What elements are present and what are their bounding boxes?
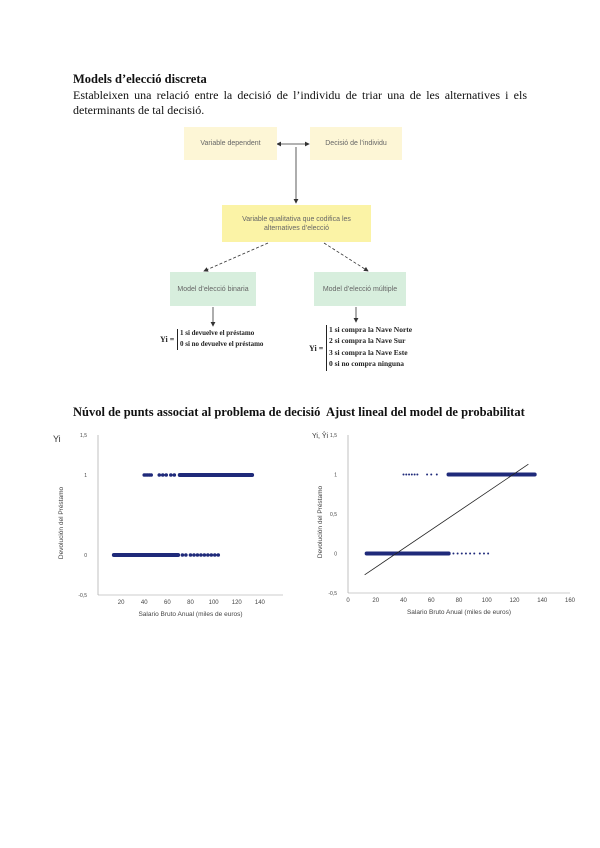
x-tick-label: 80 bbox=[187, 600, 194, 606]
y-tick-label: 0 bbox=[84, 553, 87, 559]
right-chart-title: Ajust lineal del model de probabilitat bbox=[326, 405, 525, 419]
data-point bbox=[461, 553, 463, 555]
data-point bbox=[149, 473, 153, 477]
y-corner-label: Yi bbox=[53, 434, 61, 444]
multiple-eq-brace bbox=[326, 325, 327, 371]
multiple-eq-option-1: 1 si compra la Nave Norte bbox=[329, 325, 413, 334]
y-tick-label: -0,5 bbox=[328, 591, 337, 597]
binary-equation bbox=[160, 328, 280, 352]
x-axis-label: Salario Bruto Anual (miles de euros) bbox=[406, 609, 512, 616]
data-point bbox=[414, 474, 416, 476]
x-tick-label: 160 bbox=[564, 598, 576, 604]
binary-eq-lhs: Yi = bbox=[160, 335, 175, 344]
qualitative-variable-box: Variable qualitativa que codifica les alternatives d’elecció bbox=[222, 205, 371, 242]
data-point bbox=[403, 474, 405, 476]
dependent-variable-box: Variable dependent bbox=[184, 127, 277, 160]
x-axis-label: Salario Bruto Anual (miles de euros) bbox=[138, 611, 243, 618]
data-point-band bbox=[365, 552, 451, 556]
data-point bbox=[199, 553, 203, 557]
x-tick-label: 20 bbox=[372, 598, 380, 604]
x-tick-label: 40 bbox=[400, 598, 407, 604]
data-point bbox=[184, 553, 188, 557]
y-tick-label: 0,5 bbox=[330, 512, 337, 518]
y-axis-label: Devolución del Préstamo bbox=[317, 485, 324, 559]
intro-paragraph: Estableixen una relació entre la decisió de l’individu de triar una de les alternatives i els determinants de tal decisió. bbox=[73, 88, 527, 117]
y-corner-label: Yi, Ŷi bbox=[312, 433, 329, 440]
x-tick-label: 60 bbox=[164, 600, 171, 606]
multiple-eq-option-4: 0 si no compra ninguna bbox=[329, 359, 405, 368]
scatter-chart-left bbox=[45, 425, 305, 625]
y-tick-label: 1 bbox=[334, 472, 337, 479]
data-point-band bbox=[112, 553, 180, 557]
data-point bbox=[457, 553, 459, 555]
binary-model-box: Model d’elecció binaria bbox=[170, 272, 256, 306]
data-point bbox=[426, 474, 428, 476]
x-tick-label: 100 bbox=[481, 598, 492, 604]
data-point bbox=[436, 474, 438, 476]
data-point bbox=[408, 474, 410, 476]
data-point bbox=[411, 474, 413, 476]
data-point bbox=[416, 474, 418, 476]
y-tick-label: 1,5 bbox=[330, 433, 337, 439]
data-point bbox=[405, 474, 407, 476]
fit-line bbox=[365, 464, 529, 575]
data-point bbox=[169, 473, 173, 477]
left-chart-title: Núvol de punts associat al problema de decisió bbox=[73, 405, 321, 419]
data-point bbox=[173, 473, 177, 477]
data-point bbox=[192, 553, 196, 557]
data-point bbox=[157, 473, 161, 477]
multiple-equation bbox=[309, 323, 449, 373]
y-axis-label: Devolución del Préstamo bbox=[58, 486, 65, 560]
data-point bbox=[452, 553, 454, 555]
x-tick-label: 140 bbox=[254, 600, 265, 606]
x-tick-label: 100 bbox=[208, 600, 219, 606]
data-point bbox=[210, 553, 214, 557]
x-tick-label: 120 bbox=[509, 598, 520, 604]
data-point bbox=[487, 553, 489, 555]
data-point bbox=[216, 553, 220, 557]
arrow-to-binary bbox=[204, 243, 268, 271]
y-tick-label: -0,5 bbox=[78, 593, 87, 599]
multiple-model-box: Model d’elecció múltiple bbox=[314, 272, 406, 306]
data-point bbox=[203, 553, 207, 557]
data-point bbox=[189, 553, 193, 557]
binary-eq-option-2: 0 si no devuelve el préstamo bbox=[180, 340, 264, 348]
x-tick-label: 60 bbox=[427, 598, 435, 604]
multiple-eq-lhs: Yi = bbox=[309, 344, 324, 353]
scatter-chart-right bbox=[310, 425, 580, 625]
data-point bbox=[196, 553, 200, 557]
decision-box: Decisió de l’individu bbox=[310, 127, 402, 160]
data-point bbox=[161, 473, 165, 477]
data-point-band bbox=[178, 473, 254, 477]
y-tick-label: 0 bbox=[334, 551, 337, 558]
data-point bbox=[181, 553, 185, 557]
x-tick-label: 20 bbox=[117, 600, 125, 606]
multiple-eq-option-3: 3 si compra la Nave Este bbox=[329, 348, 408, 357]
binary-eq-option-1: 1 si devuelve el préstamo bbox=[180, 329, 255, 337]
data-point bbox=[473, 553, 475, 555]
y-tick-label: 1,5 bbox=[80, 433, 87, 439]
x-tick-label: 140 bbox=[537, 598, 548, 604]
multiple-eq-option-2: 2 si compra la Nave Sur bbox=[329, 336, 406, 345]
data-point bbox=[479, 553, 481, 555]
x-tick-label: 40 bbox=[140, 600, 148, 606]
arrow-to-multiple bbox=[324, 243, 368, 271]
binary-eq-brace bbox=[177, 329, 178, 350]
data-point bbox=[483, 553, 485, 555]
y-tick-label: 1 bbox=[84, 473, 87, 479]
data-point bbox=[206, 553, 210, 557]
data-point bbox=[465, 553, 467, 555]
x-tick-label: 120 bbox=[231, 600, 242, 606]
x-tick-label: 0 bbox=[346, 598, 350, 604]
data-point bbox=[164, 473, 168, 477]
data-point bbox=[213, 553, 217, 557]
x-tick-label: 80 bbox=[455, 598, 463, 604]
data-point bbox=[469, 553, 471, 555]
data-point bbox=[430, 474, 432, 476]
data-point-band bbox=[447, 473, 537, 477]
section-title: Models d’elecció discreta bbox=[73, 72, 207, 86]
